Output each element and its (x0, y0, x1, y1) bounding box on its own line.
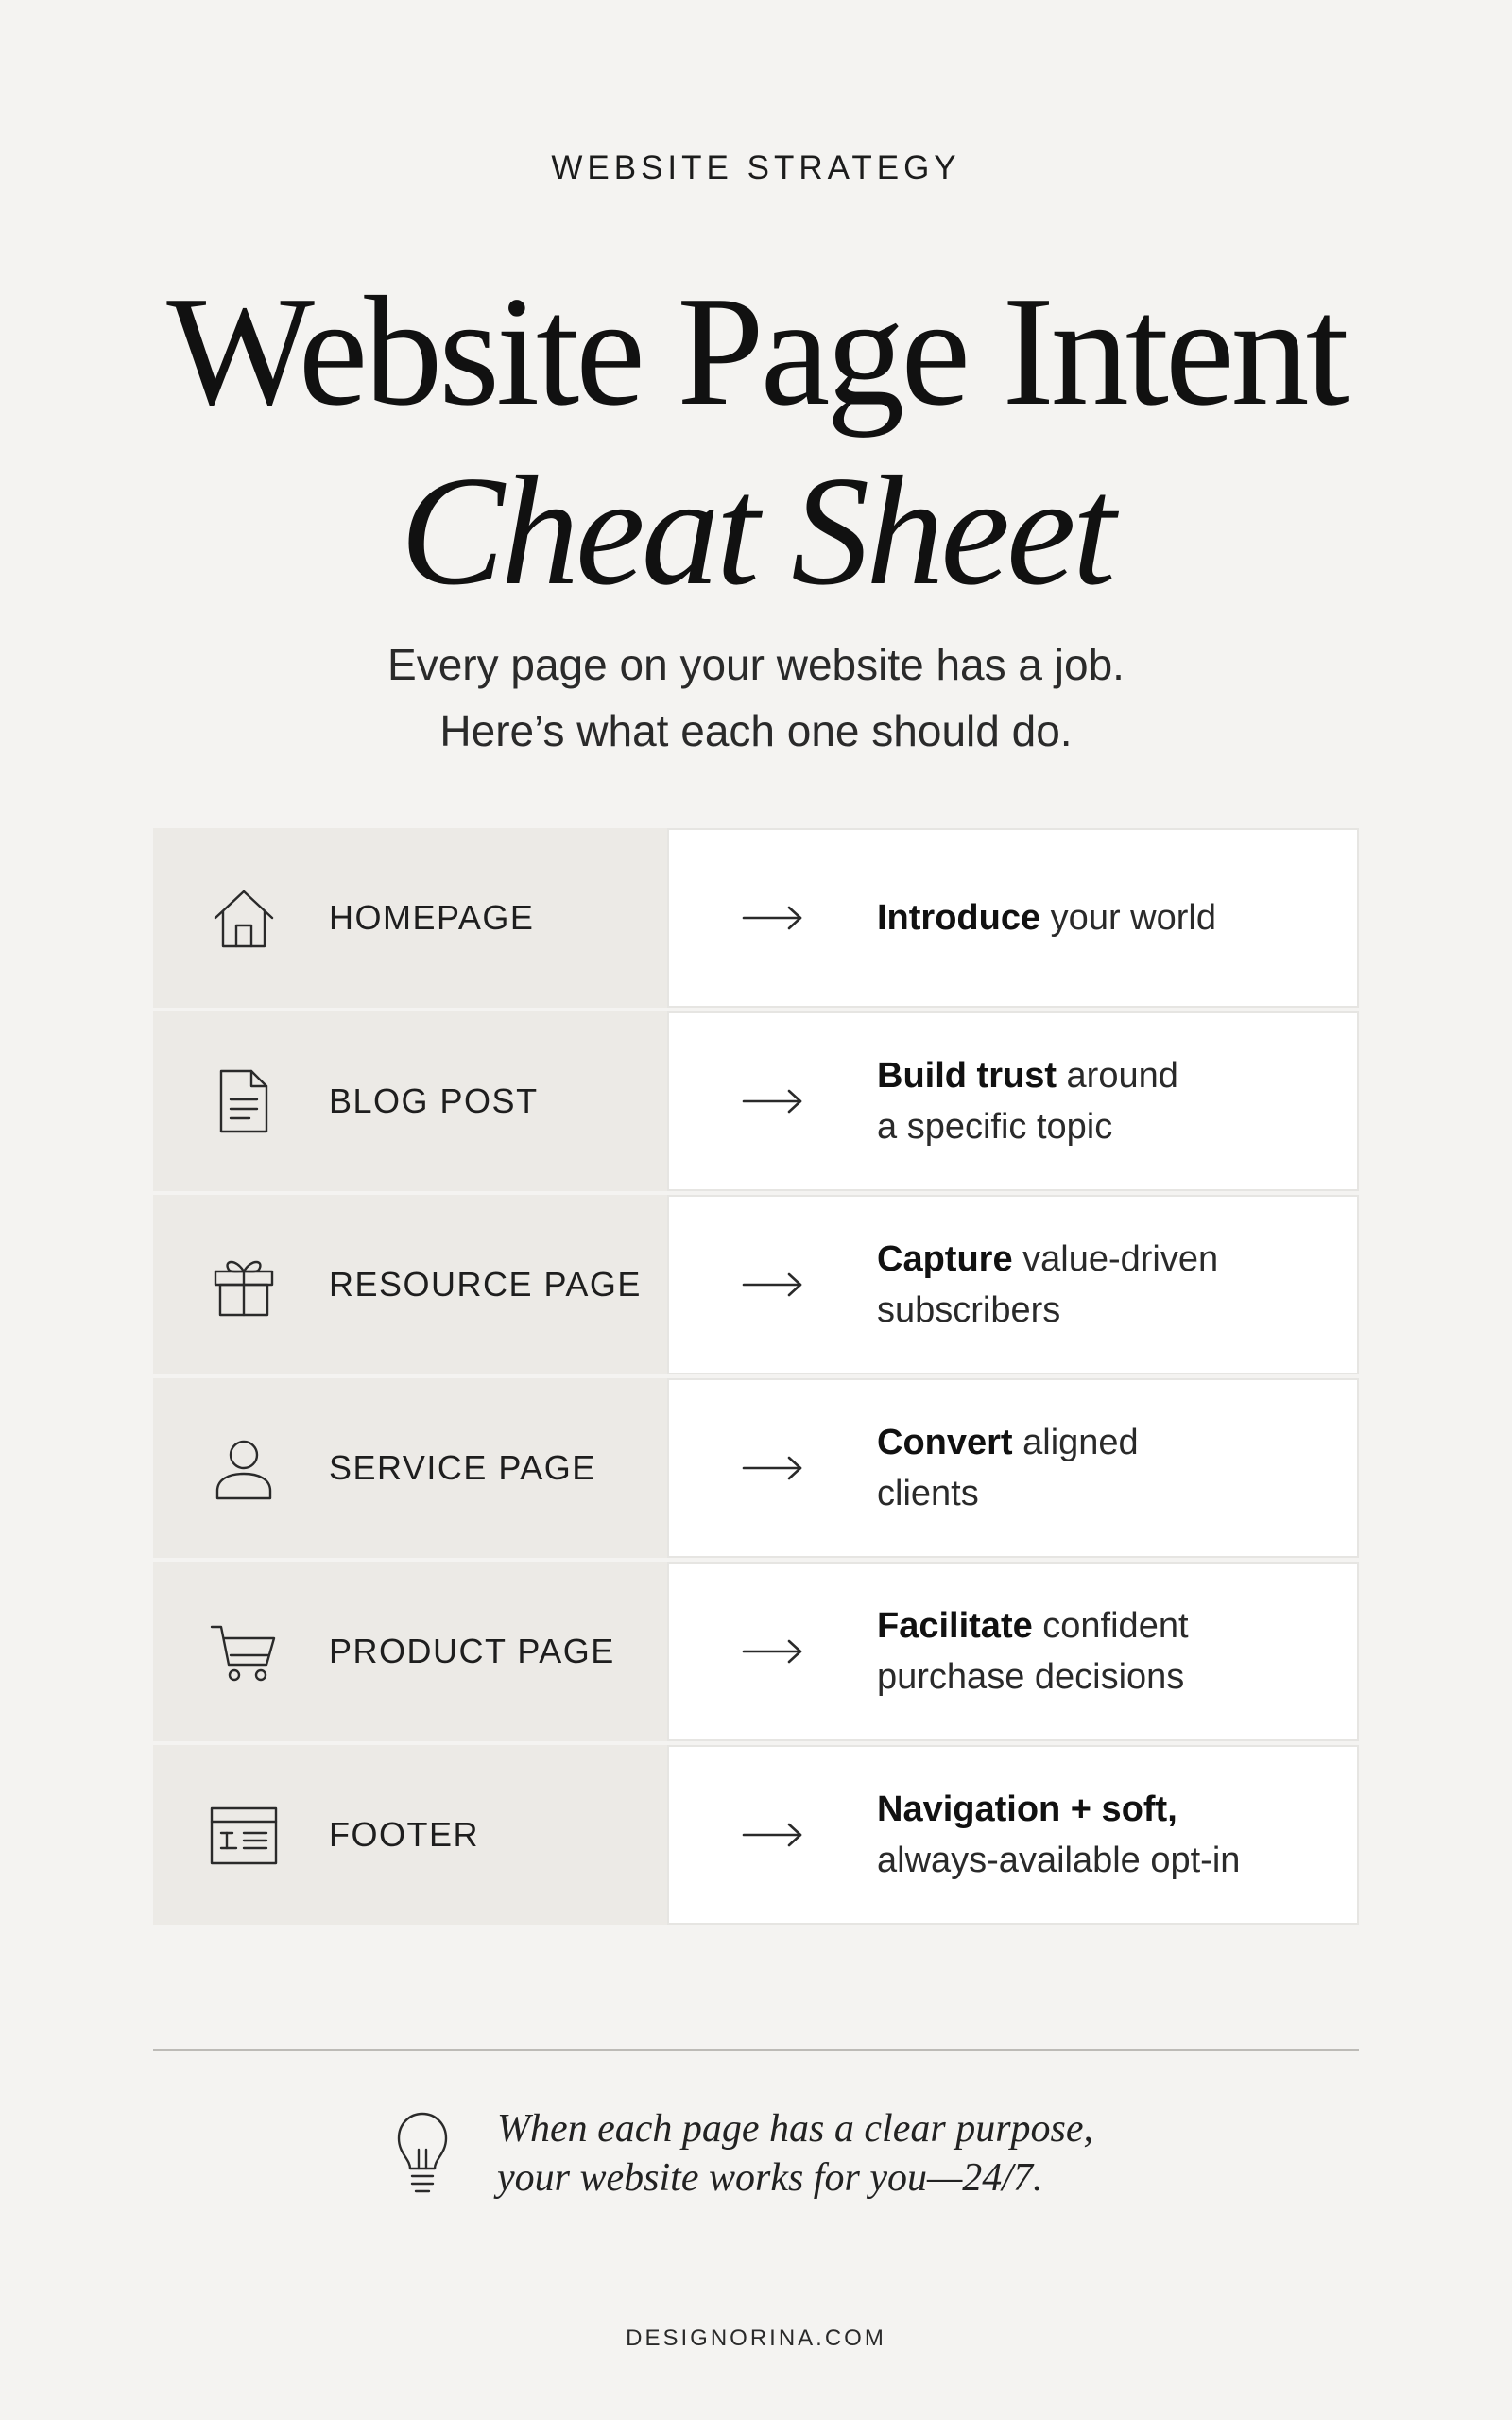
page-type-label: FOOTER (329, 1815, 479, 1854)
quote-line-2: your website works for you—24/7. (497, 2156, 1043, 2200)
quote-line-1: When each page has a clear purpose, (497, 2107, 1094, 2151)
page-title: Website Page Intent (166, 264, 1346, 438)
cart-icon (206, 1614, 282, 1689)
intent-cell (667, 1195, 1359, 1374)
page-intent-table (153, 828, 1359, 1928)
table-row (153, 1745, 1359, 1925)
intent-text (877, 1234, 1218, 1336)
intent-bold: Convert (877, 1423, 1013, 1462)
page-type-cell (153, 1745, 667, 1925)
page-type-cell (153, 828, 667, 1008)
intent-rest: your world (1040, 898, 1216, 938)
page-type-label: RESOURCE PAGE (329, 1265, 642, 1304)
page-type-label: SERVICE PAGE (329, 1448, 596, 1487)
table-row (153, 828, 1359, 1008)
intent-bold: Introduce (877, 898, 1041, 938)
intent-bold: Capture (877, 1239, 1013, 1279)
table-row (153, 1195, 1359, 1374)
intent-cell (667, 828, 1359, 1008)
intent-text (877, 1417, 1139, 1519)
intent-cell (667, 1011, 1359, 1191)
page-title-italic: Cheat Sheet (400, 443, 1112, 617)
intent-rest: around (1056, 1056, 1178, 1096)
arrow-right-icon (669, 1637, 877, 1666)
intent-rest: value-driven (1012, 1239, 1219, 1279)
table-row (153, 1011, 1359, 1191)
arrow-right-icon (669, 1821, 877, 1849)
intent-text (877, 1600, 1189, 1703)
table-row (153, 1562, 1359, 1741)
arrow-right-icon (669, 1087, 877, 1115)
gift-icon (206, 1247, 282, 1322)
intent-line-2: always-available opt-in (877, 1841, 1241, 1880)
page-type-label: HOMEPAGE (329, 898, 535, 937)
page-type-cell (153, 1562, 667, 1741)
section-divider (153, 2049, 1359, 2051)
intent-rest: aligned (1012, 1423, 1139, 1462)
intent-cell (667, 1562, 1359, 1741)
intent-line-2: subscribers (877, 1290, 1061, 1330)
intent-text (877, 1784, 1240, 1886)
intent-text (877, 892, 1216, 943)
intent-line-2: purchase decisions (877, 1657, 1185, 1697)
intent-bold: Build trust (877, 1056, 1057, 1096)
eyebrow-label: WEBSITE STRATEGY (551, 149, 961, 186)
intent-rest: confident (1032, 1606, 1189, 1646)
arrow-right-icon (669, 1454, 877, 1482)
subtitle (0, 631, 1512, 764)
lightbulb-icon (389, 2108, 455, 2203)
intent-text (877, 1050, 1178, 1152)
house-icon (206, 880, 282, 956)
intent-cell (667, 1378, 1359, 1558)
closing-quote (497, 2104, 1093, 2203)
footer-url: DESIGNORINA.COM (626, 2325, 886, 2351)
intent-bold: Navigation + soft, (877, 1789, 1177, 1829)
document-icon (206, 1063, 282, 1139)
intent-cell (667, 1745, 1359, 1925)
subtitle-line-2: Here’s what each one should do. (439, 706, 1073, 755)
intent-line-2: clients (877, 1474, 979, 1513)
person-icon (206, 1430, 282, 1506)
page-type-cell (153, 1378, 667, 1558)
page-type-label: BLOG POST (329, 1081, 539, 1120)
intent-bold: Facilitate (877, 1606, 1033, 1646)
intent-line-2: a specific topic (877, 1107, 1113, 1147)
arrow-right-icon (669, 904, 877, 932)
arrow-right-icon (669, 1270, 877, 1299)
page-type-label: PRODUCT PAGE (329, 1632, 615, 1670)
table-row (153, 1378, 1359, 1558)
page-type-cell (153, 1195, 667, 1374)
page-type-cell (153, 1011, 667, 1191)
subtitle-line-1: Every page on your website has a job. (387, 640, 1125, 689)
footer-layout-icon (206, 1797, 282, 1873)
